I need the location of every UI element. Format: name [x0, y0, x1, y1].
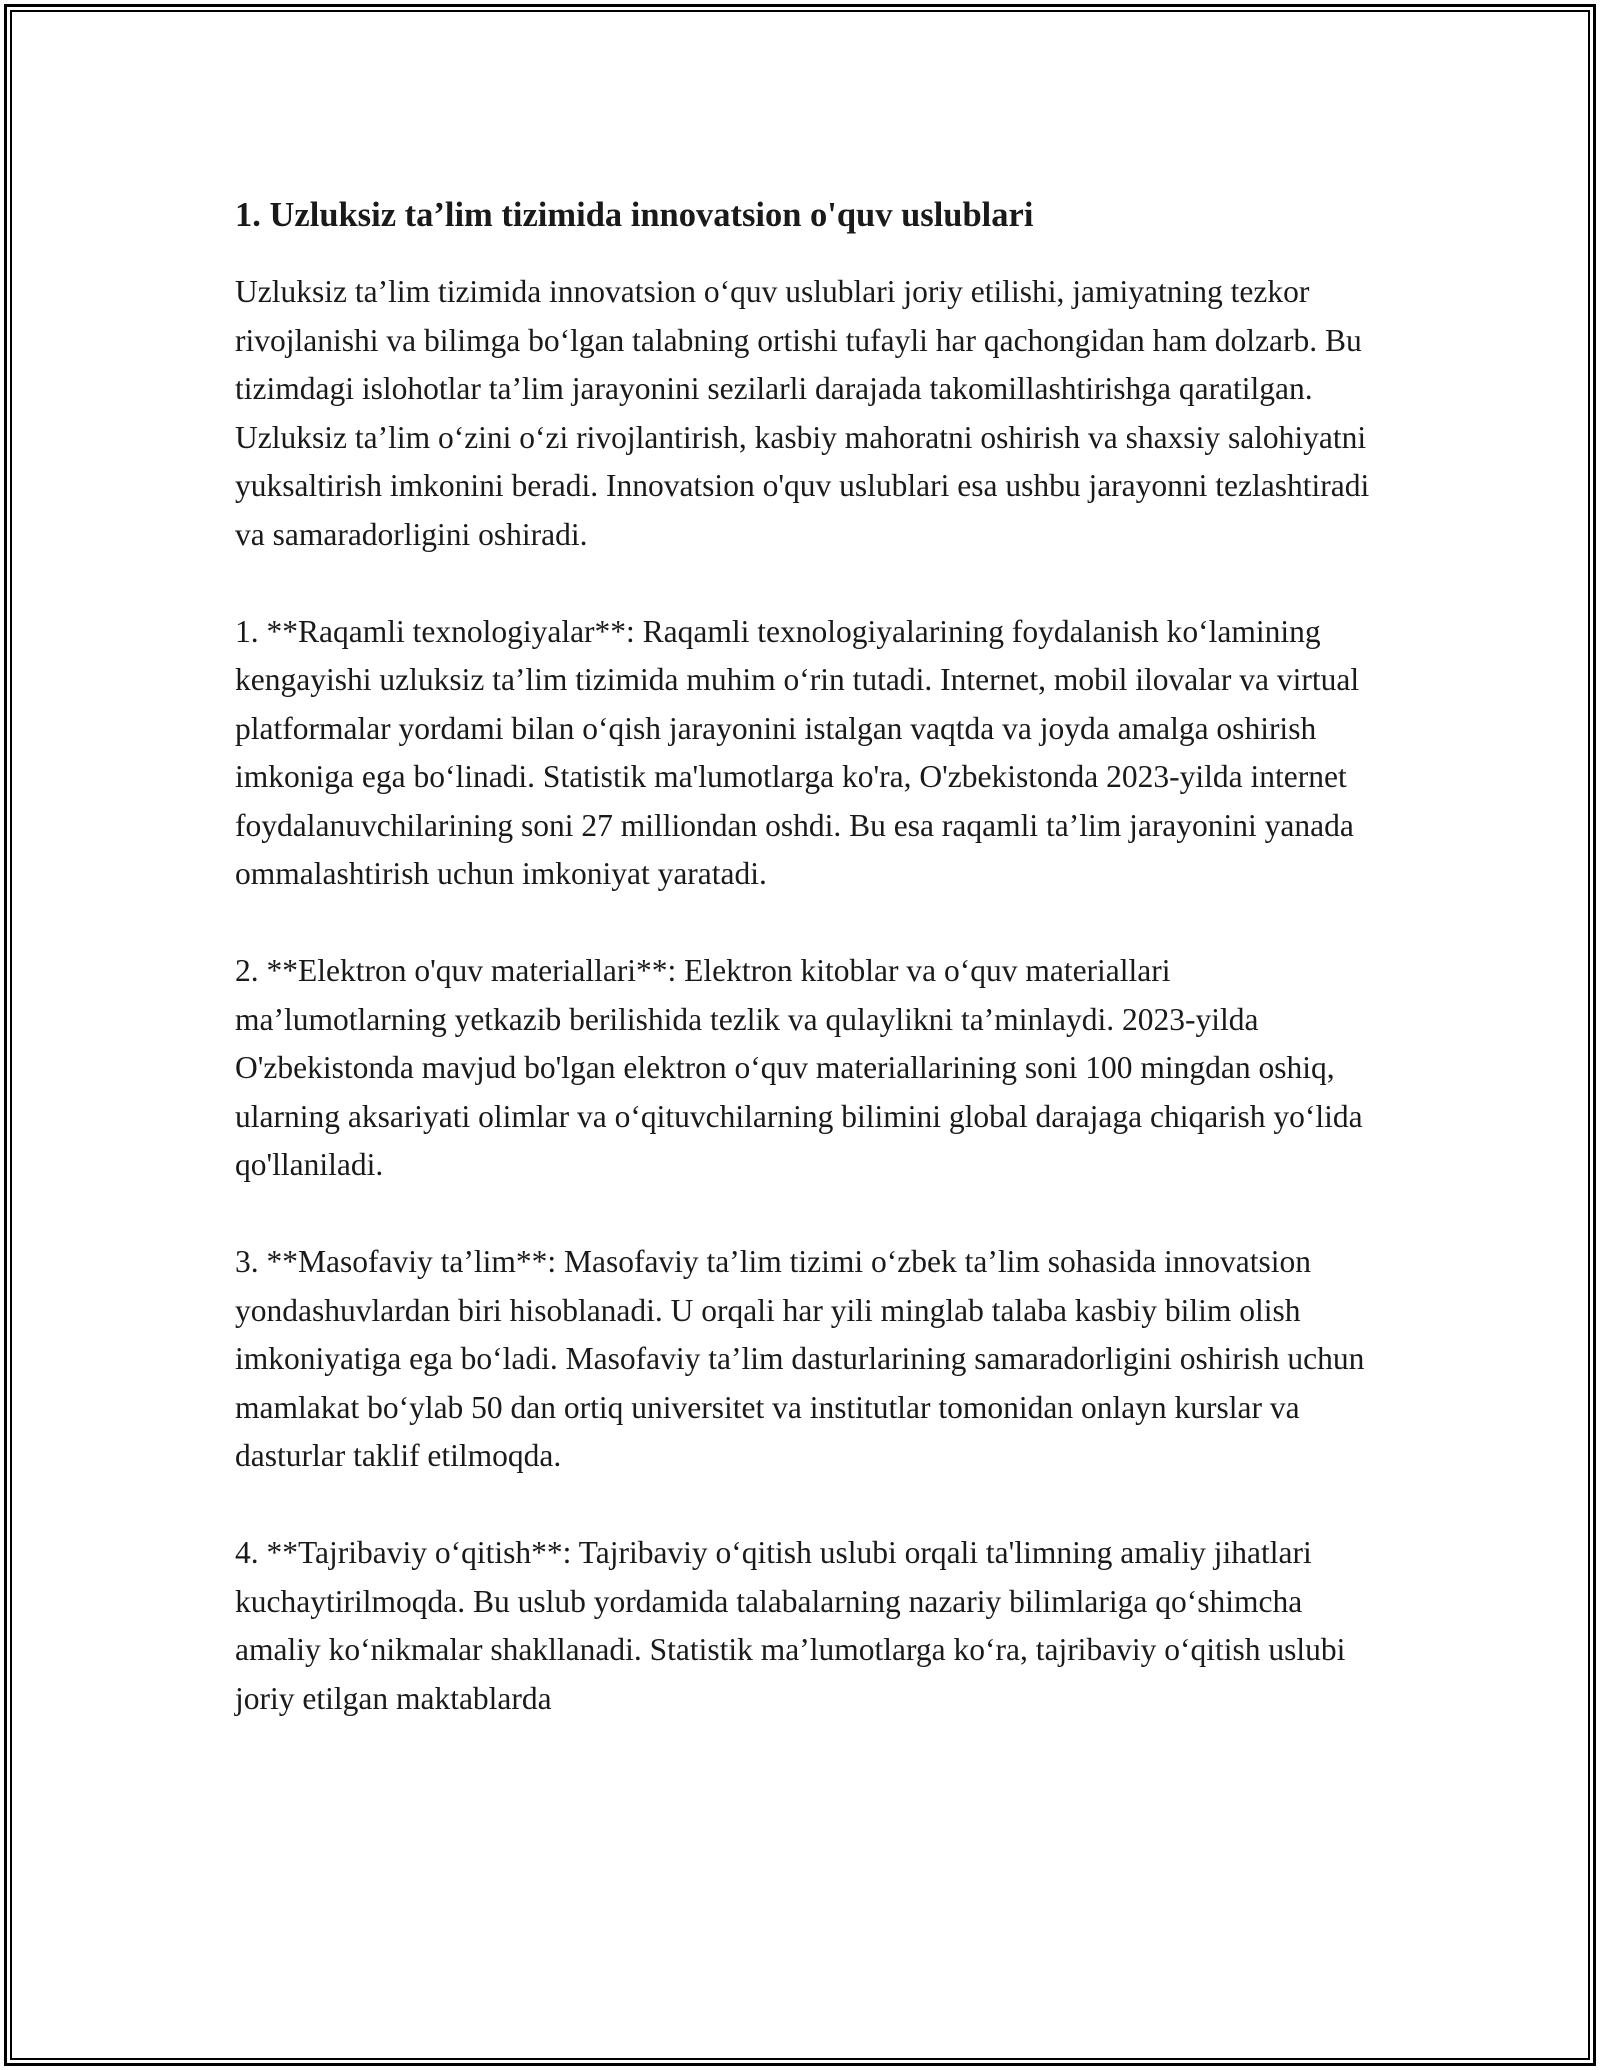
paragraph-distance-learning: 3. **Masofaviy ta’lim**: Masofaviy ta’lim tizimi o‘zbek ta’lim sohasida innovatsion yondashuvlardan biri hisoblanadi. U orqali har yili minglab talaba kasbiy bilim olish imkoniyatiga ega bo‘ladi. Masofaviy ta’lim dasturlarining samaradorligini oshirish uchun mamlakat bo‘ylab 50 dan ortiq universitet va institutlar tomonidan onlayn kurslar va dasturlar taklif etilmoqda. — [235, 1244, 1365, 1473]
document-body — [235, 184, 1385, 1772]
paragraph-digital-technologies: 1. **Raqamli texnologiyalar**: Raqamli texnologiyalarining foydalanish ko‘lamining kengayishi uzluksiz ta’lim tizimida muhim o‘rin tutadi. Internet, mobil ilovalar va virtual platformalar yordami bilan o‘qish jarayonini istalgan vaqtda va joyda amalga oshirish imkoniga ega bo‘linadi. Statistik ma'lumotlarga ko'ra, O'zbekistonda 2023-yilda internet foydalanuvchilarining soni 27 milliondan oshdi. Bu esa raqamli ta’lim jarayonini yanada ommalashtirish uchun imkoniyat yaratadi. — [235, 613, 1360, 891]
paragraph-electronic-materials: 2. **Elektron o'quv materiallari**: Elektron kitoblar va o‘quv materiallari ma’lumotlarning yetkazib berilishida tezlik va qulaylikni ta’minlaydi. 2023-yilda O'zbekistonda mavjud bo'lgan elektron o‘quv materiallarining soni 100 mingdan oshiq, ularning aksariyati olimlar va o‘qituvchilarning bilimini global darajaga chiqarish yo‘lida qo'llaniladi. — [235, 953, 1363, 1182]
section-heading: 1. Uzluksiz ta’lim tizimida innovatsion o'quv uslublari — [235, 196, 1034, 234]
intro-paragraph: Uzluksiz ta’lim tizimida innovatsion o‘quv uslublari joriy etilishi, jamiyatning tezkor rivojlanishi va bilimga bo‘lgan talabning ortishi tufayli har qachongidan ham dolzarb. Bu tizimdagi islohotlar ta’lim jarayonini sezilarli darajada takomillashtirishga qaratilgan. Uzluksiz ta’lim o‘zini o‘zi rivojlantirish, kasbiy mahoratni oshirish va shaxsiy salohiyatni yuksaltirish imkonini beradi. Innovatsion o'quv uslublari esa ushbu jarayonni tezlashtiradi va samaradorligini oshiradi. — [235, 274, 1370, 552]
paragraph-experiential-teaching: 4. **Tajribaviy o‘qitish**: Tajribaviy o‘qitish uslubi orqali ta'limning amaliy jihatlari kuchaytirilmoqda. Bu uslub yordamida talabalarning nazariy bilimlariga qo‘shimcha amaliy ko‘nikmalar shakllanadi. Statistik ma’lumotlarga ko‘ra, tajribaviy o‘qitish uslubi joriy etilgan maktablarda — [235, 1535, 1346, 1716]
